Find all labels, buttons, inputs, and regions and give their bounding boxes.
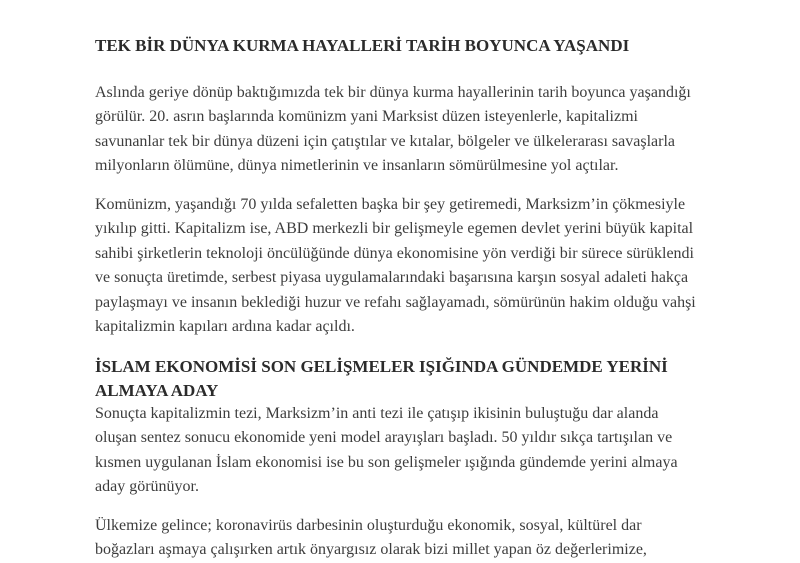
paragraph-2-line: sahibi şirketlerin teknoloji öncülüğünde dünya ekonomisine yön verdiği bir sürece sürüklendi <box>95 244 694 262</box>
paragraph-2 <box>95 193 715 339</box>
paragraph-2-line: Komünizm, yaşandığı 70 yılda sefaletten başka bir şey getiremedi, Marksizm’in çökmesiyle <box>95 196 686 213</box>
paragraph-4-line: boğazları aşmaya çalışırken artık önyargısız olarak bizi millet yapan öz değerlerimize, <box>95 541 647 559</box>
paragraph-2-line: kapitalizmin kapıları ardına kadar açıldı. <box>95 318 355 336</box>
paragraph-3-line: kısmen uygulanan İslam ekonomisi ise bu son gelişmeler ışığında gündemde yerini almaya <box>95 453 678 471</box>
paragraph-4-line: Ülkemize gelince; koronavirüs darbesinin oluşturduğu ekonomik, sosyal, kültürel dar <box>95 517 642 534</box>
section-heading-2-line: İSLAM EKONOMİSİ SON GELİŞMELER IŞIĞINDA GÜNDEMDE YERİNİ <box>95 357 668 376</box>
section-heading-2-line: ALMAYA ADAY <box>95 381 219 400</box>
paragraph-3-line: Sonuçta kapitalizmin tezi, Marksizm’in anti tezi ile çatışıp ikisinin buluştuğu dar alanda <box>95 405 659 422</box>
paragraph-3 <box>95 402 715 500</box>
paragraph-2-line: ve sonuçta üretimde, serbest piyasa uygulamalarındaki başarısına karşın sosyal adaleti hakça <box>95 269 689 287</box>
paragraph-3-line: oluşan sentez sonucu ekonomide yeni model arayışları başladı. 50 yıldır sıkça tartışılan ve <box>95 429 673 447</box>
section-heading-1: TEK BİR DÜNYA KURMA HAYALLERİ TARİH BOYUNCA YAŞANDI <box>95 36 630 55</box>
paragraph-1-line: görülür. 20. asrın başlarında komünizm yani Marksist düzen isteyenlerle, kapitalizmi <box>95 108 638 126</box>
paragraph-4 <box>95 514 715 563</box>
paragraph-1 <box>95 81 715 179</box>
section-heading-2 <box>95 355 715 403</box>
paragraph-1-line: Aslında geriye dönüp baktığımızda tek bir dünya kurma hayallerinin tarih boyunca yaşandığı <box>95 84 691 101</box>
paragraph-1-line: savunanlar tek bir dünya düzeni için çatıştılar ve kıtalar, bölgeler ve ülkelerarası savaşlarla <box>95 132 676 150</box>
paragraph-1-line: milyonların ölümüne, dünya nimetlerinin ve insanların sömürülmesine yol açtılar. <box>95 157 619 175</box>
paragraph-2-line: yıkılıp gitti. Kapitalizm ise, ABD merkezli bir gelişmeyle egemen devlet yerini büyük kapital <box>95 220 694 238</box>
paragraph-2-line: paylaşmayı ve insanın beklediği huzur ve refahı sağlayamadı, sömürünün hakim olduğu vahşi <box>95 293 696 311</box>
paragraph-3-line: aday görünüyor. <box>95 478 199 496</box>
